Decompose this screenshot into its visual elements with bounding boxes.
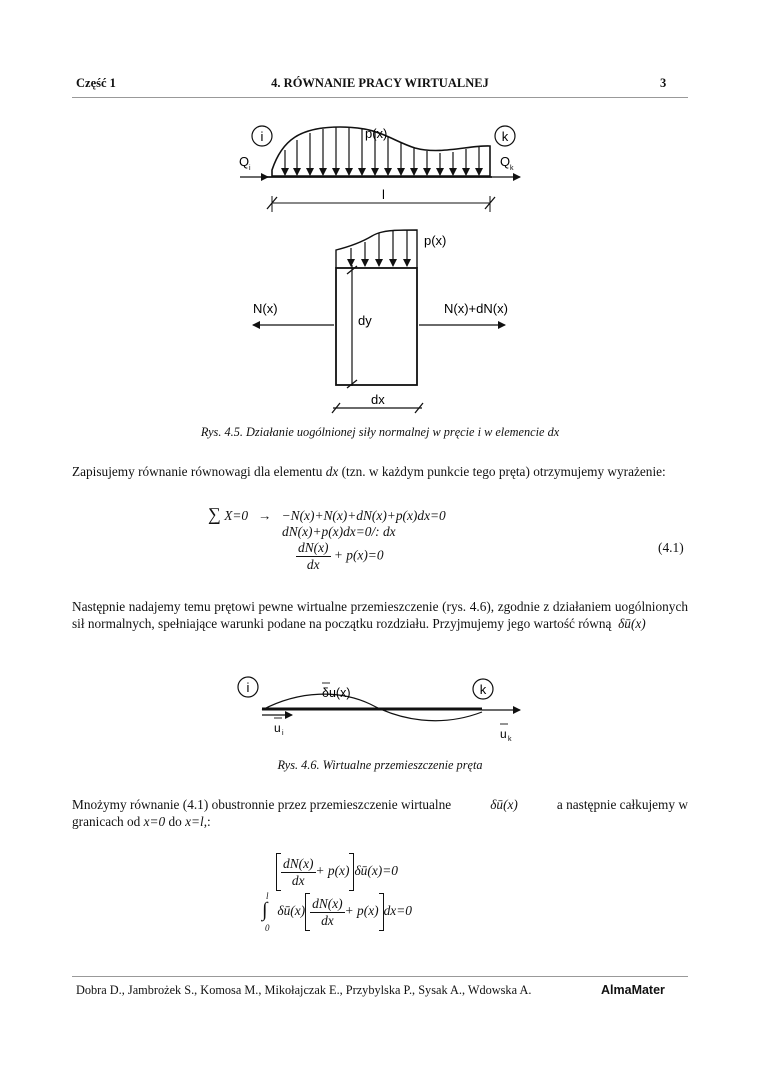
equation-final-row1: $\frac{dN(x)}{dx}$ + p(x) δū(x)=0 (276, 853, 398, 891)
right-force-label: N(x)+dN(x) (444, 301, 508, 316)
paragraph-multiply: Mnożymy równanie (4.1) obustronnie przez przemieszczenie wirtualne δū(x) a następnie całkujemy w granicach od x=0 do x=l,: (72, 797, 688, 829)
equation-4-1-line2: dN(x)+p(x)dx=0/: dx (282, 524, 396, 539)
fig6-displacement-curve (262, 694, 482, 721)
header-page-number: 3 (660, 76, 667, 90)
fig6-u-i-label: u (274, 721, 281, 735)
symbol-delta-u-2: δū(x) (490, 797, 518, 812)
footer-authors: Dobra D., Jambrożek S., Komosa M., Mikołajczak E., Przybylska P., Sysak A., Wdowska A. (76, 983, 532, 997)
paragraph-virtual-displacement: Następnie nadajemy temu prętowi pewne wirtualne przemieszczenie (rys. 4.6), zgodnie z działaniem uogólnionych sił normalnych, spełniające warunki podane na początku rozdziału. Przyjmujemy jego wartość równą δū(x) (72, 599, 688, 631)
integral-lower-limit: 0 (265, 923, 270, 933)
width-label: dx (371, 392, 385, 407)
force-i-label: Q (239, 154, 250, 169)
node-k-label: k (501, 129, 509, 144)
fig6-node-i-label: i (246, 680, 250, 695)
figure-4-6-caption: Rys. 4.6. Wirtualne przemieszczenie pręta (277, 758, 483, 772)
fig6-u-k-label: u (500, 727, 507, 741)
fig6-u-k-subscript: k (508, 736, 512, 743)
force-k-label: Q (500, 154, 511, 169)
fig6-u-i-subscript: i (282, 730, 284, 737)
force-i-subscript: i (249, 165, 251, 172)
integral-sign: ∫ (262, 899, 268, 921)
force-k-subscript: k (510, 165, 514, 172)
fig6-curve-label: δu(x) (322, 686, 351, 700)
integral-upper-limit: l (266, 891, 269, 901)
node-i-label: i (260, 129, 264, 144)
header-section-label: Część 1 (76, 76, 116, 90)
paragraph-equilibrium: Zapisujemy równanie równowagi dla elementu dx (tzn. w każdym punkcie tego pręta) otrzymujemy wyrażenie: (72, 464, 666, 479)
element-load-label: p(x) (424, 233, 447, 248)
header-chapter-title: 4. RÓWNANIE PRACY WIRTUALNEJ (271, 76, 489, 90)
load-label: p(x) (365, 126, 388, 141)
equation-4-1-line1: ∑ X=0 → −N(x)+N(x)+dN(x)+p(x)dx=0 (208, 504, 446, 524)
fig6-node-k-label: k (479, 682, 487, 697)
footer-rule (72, 976, 688, 977)
figure-4-5-caption: Rys. 4.5. Działanie uogólnionej siły normalnej w pręcie i w elemencie dx (200, 425, 560, 439)
height-label: dy (358, 313, 372, 328)
length-label: l (382, 187, 385, 202)
term-dx: dx (325, 464, 339, 479)
equation-4-1-line3: $\frac{dN(x)}{dx}$ + p(x)=0 (298, 540, 384, 572)
footer-brand: AlmaMater (601, 983, 665, 997)
equation-final-row2: l ∫ 0 δū(x) $\frac{dN(x)}{dx}$ + p(x) dx=0 (262, 891, 412, 933)
symbol-delta-u: δū(x) (618, 615, 646, 631)
left-force-label: N(x) (253, 301, 278, 316)
equation-4-1-number: (4.1) (658, 540, 684, 555)
